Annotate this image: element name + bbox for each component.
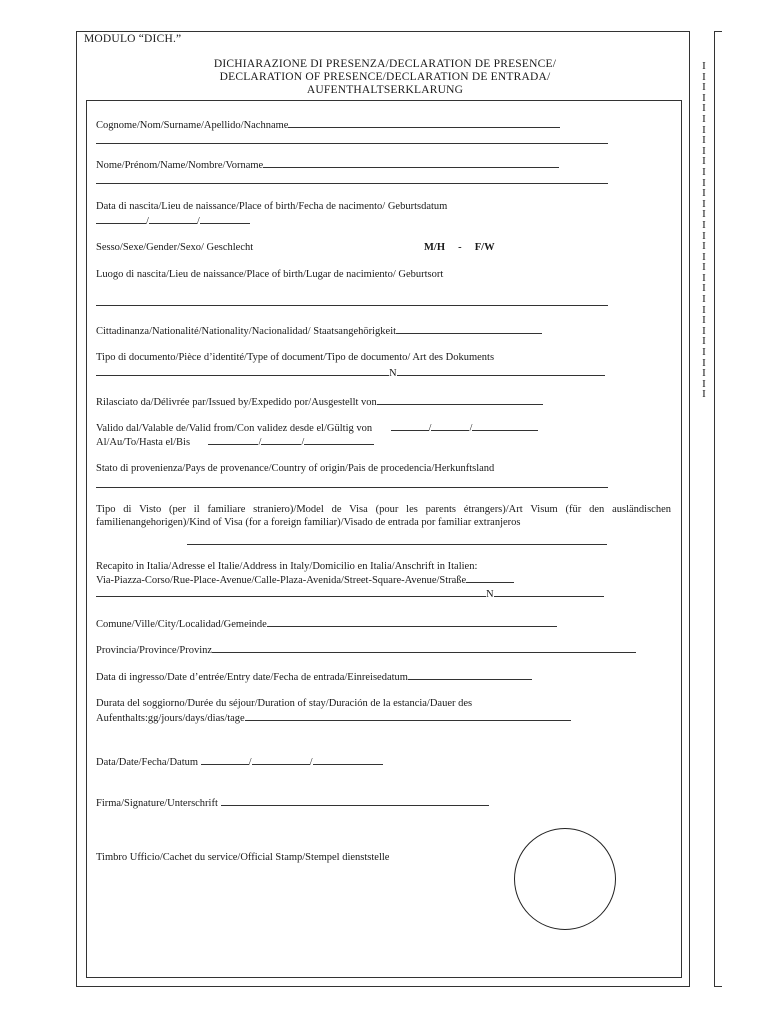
valid-from-year-blank[interactable] [472, 421, 538, 431]
heading-line-1: DICHIARAZIONE DI PRESENZA/DECLARATION DE PRESENCE/ [213, 58, 557, 70]
margin-mark: I [702, 303, 706, 316]
citizenship-field[interactable] [96, 324, 542, 338]
birth-place-line[interactable] [96, 305, 608, 306]
valid-to-day-blank[interactable] [208, 435, 258, 445]
margin-mark: I [702, 112, 706, 125]
margin-mark: I [702, 91, 706, 104]
city-label: Comune/Ville/City/Localidad/Gemeinde [96, 619, 267, 630]
margin-mark: I [702, 134, 706, 147]
birth-date-field [96, 200, 447, 213]
date-day-blank[interactable] [201, 755, 249, 765]
margin-mark: I [702, 388, 706, 401]
margin-mark: I [702, 155, 706, 168]
heading-line-3: AUFENTHALTSERKLARUNG [306, 84, 464, 96]
birth-place-field [96, 268, 443, 281]
document-type-field [96, 351, 494, 364]
valid-from-day-blank[interactable] [391, 421, 429, 431]
margin-mark: I [702, 208, 706, 221]
address-street-blank[interactable] [466, 573, 514, 583]
issued-by-label: Rilasciato da/Délivrée par/Issued by/Expedido por/Ausgestellt von [96, 397, 377, 408]
stay-duration-field [96, 697, 472, 710]
margin-marks [699, 61, 709, 400]
margin-mark: I [702, 314, 706, 327]
name-blank[interactable] [263, 158, 559, 168]
margin-mark: I [702, 102, 706, 115]
date-label: Data/Date/Fecha/Datum [96, 757, 199, 768]
document-number-blank[interactable] [397, 366, 605, 376]
entry-date-label: Data di ingresso/Date d’entrée/Entry date/Fecha de entrada/Einreisedatum [96, 672, 408, 683]
citizenship-label: Cittadinanza/Nationalité/Nationality/Nacionalidad/ Staatsangehörigkeit [96, 326, 397, 337]
surname-label: Cognome/Nom/Surname/Apellido/Nachname [96, 120, 289, 131]
document-number-marker: N [389, 368, 397, 379]
margin-mark: I [702, 250, 706, 263]
margin-mark: I [702, 144, 706, 157]
valid-to-label: Al/Au/To/Hasta el/Bis [96, 437, 191, 448]
entry-date-field[interactable] [96, 670, 532, 684]
address-number-marker: N [486, 589, 494, 600]
margin-mark: I [702, 197, 706, 210]
citizenship-blank[interactable] [396, 324, 542, 334]
valid-from-label: Valido dal/Valable de/Valid from/Con validez desde el/Gültig von [96, 423, 373, 434]
margin-mark: I [702, 240, 706, 253]
official-stamp-circle [514, 828, 616, 930]
province-blank[interactable] [212, 643, 636, 653]
city-field[interactable] [96, 617, 557, 631]
sex-options[interactable]: M/H - F/W [424, 242, 495, 253]
valid-to-year-blank[interactable] [304, 435, 374, 445]
margin-mark: I [702, 271, 706, 284]
birth-date-label: Data di nascita/Lieu de naissance/Place of birth/Fecha de nacimento/ Geburtsdatum [96, 201, 448, 212]
form-heading [150, 58, 620, 97]
address-number-blank[interactable] [494, 587, 604, 597]
margin-mark: I [702, 346, 706, 359]
margin-mark: I [702, 60, 706, 72]
valid-to-field[interactable]: Al/Au/To/Hasta el/Bis / / [96, 435, 374, 449]
surname-blank[interactable] [288, 118, 560, 128]
signature-label: Firma/Signature/Unterschrift [96, 798, 218, 809]
margin-mark: I [702, 229, 706, 242]
margin-mark: I [702, 324, 706, 337]
stay-duration-blank[interactable] [245, 711, 571, 721]
stamp-field [96, 851, 389, 864]
address-street-label: Via-Piazza-Corso/Rue-Place-Avenue/Calle-Plaza-Avenida/Street-Square-Avenue/Straße [96, 575, 467, 586]
origin-label: Stato di provenienza/Pays de provenance/Country of origin/Pais de procedencia/Herkunftsland [96, 463, 495, 474]
birth-year-blank[interactable] [200, 214, 250, 224]
signature-blank[interactable] [221, 796, 489, 806]
margin-mark: I [702, 187, 706, 200]
sex-field [96, 241, 253, 254]
margin-mark: I [702, 218, 706, 231]
margin-mark: I [702, 81, 706, 94]
name-label: Nome/Prénom/Name/Nombre/Vorname [96, 160, 264, 171]
document-number-row[interactable] [96, 366, 605, 380]
address-line-blank[interactable] [96, 587, 486, 597]
valid-from-field[interactable]: Valido dal/Valable de/Valid from/Con validez desde el/Gültig von / / [96, 421, 538, 435]
margin-mark: I [702, 377, 706, 390]
issued-by-blank[interactable] [377, 395, 543, 405]
date-field[interactable]: Data/Date/Fecha/Datum / / [96, 755, 383, 769]
address-number-row[interactable] [96, 587, 604, 601]
visa-type-field [96, 503, 671, 529]
surname-extra-line[interactable] [96, 143, 608, 144]
stamp-label: Timbro Ufficio/Cachet du service/Official Stamp/Stempel dienststelle [96, 852, 390, 863]
margin-mark: I [702, 282, 706, 295]
margin-mark: I [702, 261, 706, 274]
stay-duration-label-2: Aufenthalts:gg/jours/days/dias/tage [96, 713, 245, 724]
heading-line-2: DECLARATION OF PRESENCE/DECLARATION DE ENTRADA/ [219, 71, 551, 83]
surname-field[interactable] [96, 118, 560, 132]
right-margin-bracket [714, 31, 722, 987]
valid-to-month-blank[interactable] [261, 435, 301, 445]
address-street-field[interactable] [96, 573, 514, 587]
stay-duration-days-field[interactable] [96, 711, 571, 725]
stay-duration-label-1: Durata del soggiorno/Durée du séjour/Duration of stay/Duración de la estancia/Dauer des [96, 698, 473, 709]
signature-field[interactable] [96, 796, 489, 810]
entry-date-blank[interactable] [408, 670, 532, 680]
date-year-blank[interactable] [313, 755, 383, 765]
origin-field [96, 462, 494, 475]
margin-mark: I [702, 70, 706, 83]
margin-mark: I [702, 165, 706, 178]
birth-date-blanks[interactable]: / / [96, 214, 250, 228]
name-field[interactable] [96, 158, 559, 172]
module-label: MODULO “DICH.” [84, 33, 182, 45]
address-field [96, 560, 477, 573]
name-extra-line[interactable] [96, 183, 608, 184]
birth-place-label: Luogo di nascita/Lieu de naissance/Place of birth/Lugar de nacimiento/ Geburtsort [96, 269, 444, 280]
document-type-label: Tipo di documento/Pièce d’identité/Type of document/Tipo de documento/ Art des Dokuments [96, 352, 495, 363]
margin-mark: I [702, 367, 706, 380]
issued-by-field[interactable] [96, 395, 543, 409]
margin-mark: I [702, 123, 706, 136]
document-type-blank[interactable] [96, 366, 389, 376]
sex-label: Sesso/Sexe/Gender/Sexo/ Geschlecht [96, 242, 254, 253]
province-field[interactable] [96, 643, 636, 657]
address-label: Recapito in Italia/Adresse el Italie/Address in Italy/Domicilio en Italia/Anschrift in Italien: [96, 561, 478, 572]
visa-type-label: Tipo di Visto (per il familiare straniero)/Model de Visa (pour les parents étrangers)/Art Visum (für den ausländischen familienangehorigen)/Kind of Visa (for a foreign familiar)/Visado de entrada por familiar extranjeros [96, 504, 671, 528]
margin-mark: I [702, 356, 706, 369]
origin-line[interactable] [96, 487, 608, 488]
visa-type-line[interactable] [187, 544, 607, 545]
margin-mark: I [702, 293, 706, 306]
date-month-blank[interactable] [252, 755, 310, 765]
city-blank[interactable] [267, 617, 557, 627]
margin-mark: I [702, 176, 706, 189]
province-label: Provincia/Province/Provinz [96, 645, 213, 656]
birth-day-blank[interactable] [96, 214, 146, 224]
valid-from-month-blank[interactable] [431, 421, 469, 431]
margin-mark: I [702, 335, 706, 348]
birth-month-blank[interactable] [149, 214, 197, 224]
